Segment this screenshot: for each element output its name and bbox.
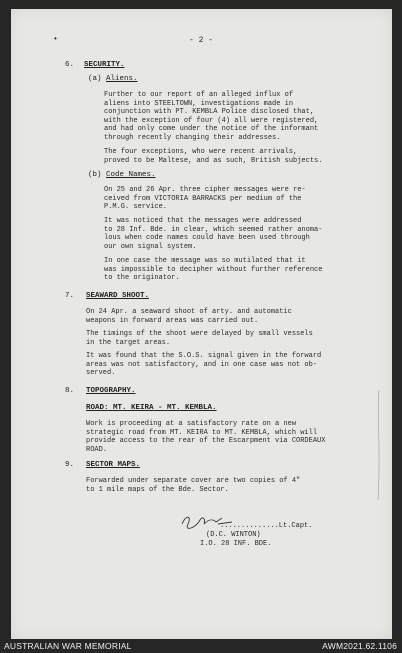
- paragraph: [104, 186, 306, 212]
- paragraph: [86, 477, 300, 494]
- text-line: Forwarded under separate cover are two copies of 4": [86, 477, 301, 485]
- pencil-margin-mark: [372, 390, 386, 500]
- text-line: served.: [86, 369, 116, 378]
- footer-institution: AUSTRALIAN WAR MEMORIAL: [4, 641, 132, 651]
- page-number: - 2 -: [188, 36, 213, 45]
- paragraph: [104, 148, 322, 165]
- text-line: to the originator.: [104, 274, 180, 283]
- subsection-label: (a): [88, 75, 102, 83]
- text-line: to 1 mile maps of the Bde. Sector.: [86, 485, 229, 494]
- text-line: areas was not satisfactory, and in one case was not ob-: [86, 360, 318, 369]
- text-line: In one case the message was so mutilated that it: [104, 257, 306, 265]
- text-line: conjunction with PT. KEMBLA Police disclosed that,: [104, 108, 315, 117]
- text-line: On 24 Apr. a seaward shoot of arty. and automatic: [86, 308, 292, 316]
- text-line: and had only come under the notice of the informant: [104, 125, 319, 134]
- text-line: to 28 Inf. Bde. in clear, which seemed rather anoma-: [104, 225, 323, 234]
- text-line: provide access to the rear of the Escarpment via CORDEAUX: [86, 437, 326, 446]
- road-subheading: ROAD: MT. KEIRA - MT. KEMBLA.: [86, 404, 217, 412]
- footer-accession-number: AWM2021.62.1106: [322, 641, 397, 651]
- signature-name: (D.C. WINTON): [206, 531, 261, 539]
- subsection-heading: Aliens.: [106, 75, 138, 83]
- section-number: 8.: [65, 387, 75, 395]
- corner-mark: •: [53, 35, 58, 44]
- signature-rank-line: ..............Lt.Capt.: [220, 522, 313, 530]
- paragraph: [86, 330, 313, 347]
- text-line: ceived from VICTORIA BARRACKS per medium of the: [104, 194, 302, 203]
- subsection-label: (b): [88, 171, 102, 179]
- text-line: proved to be Maltese, and as such, British subjects.: [104, 156, 323, 165]
- section-number: 7.: [65, 292, 75, 300]
- text-line: On 25 and 26 Apr. three cipher messages were re-: [104, 186, 306, 194]
- paragraph: [104, 91, 318, 143]
- text-line: strategic road from MT. KEIRA to MT. KEMBLA, which will: [86, 428, 318, 437]
- text-line: Further to our report of an alleged influx of: [104, 91, 294, 99]
- section-heading-sector-maps: SECTOR MAPS.: [86, 461, 141, 469]
- text-line: P.M.G. service.: [104, 203, 168, 212]
- paragraph: [86, 308, 292, 325]
- signature-unit: I.O. 28 INF. BDE.: [200, 540, 272, 548]
- subsection-code-names: [88, 171, 156, 179]
- subsection-heading: Code Names.: [106, 171, 156, 179]
- text-line: The four exceptions, who were recent arrivals,: [104, 148, 298, 156]
- paragraph: [104, 257, 322, 283]
- section-heading-seaward-shoot: SEAWARD SHOOT.: [86, 292, 150, 300]
- text-line: our own signal system.: [104, 242, 197, 251]
- section-number: 9.: [65, 461, 75, 469]
- text-line: aliens into STEELTOWN, investigations made in: [104, 99, 294, 108]
- text-line: Work is proceeding at a satisfactory rate on a new: [86, 420, 297, 428]
- section-number: 6.: [65, 61, 75, 69]
- text-line: with the exception of four (4) all were registered,: [104, 116, 319, 125]
- text-line: through recently changing their addresses.: [104, 133, 281, 142]
- section-heading-security: SECURITY.: [84, 61, 125, 69]
- paragraph: [86, 420, 325, 454]
- text-line: in the target areas.: [86, 338, 171, 347]
- section-heading-topography: TOPOGRAPHY.: [86, 387, 136, 395]
- text-line: It was noticed that the messages were addressed: [104, 217, 302, 225]
- subsection-aliens: [88, 75, 138, 83]
- paragraph: [104, 217, 322, 251]
- text-line: lous when code names could have been used through: [104, 234, 310, 243]
- text-line: ROAD.: [86, 445, 108, 454]
- paragraph: [86, 352, 321, 378]
- text-line: The timings of the shoot were delayed by small vessels: [86, 330, 313, 338]
- text-line: was impossible to decipher without further reference: [104, 265, 323, 274]
- text-line: weapons in forward areas was carried out.: [86, 316, 259, 325]
- text-line: It was found that the S.O.S. signal given in the forward: [86, 352, 322, 360]
